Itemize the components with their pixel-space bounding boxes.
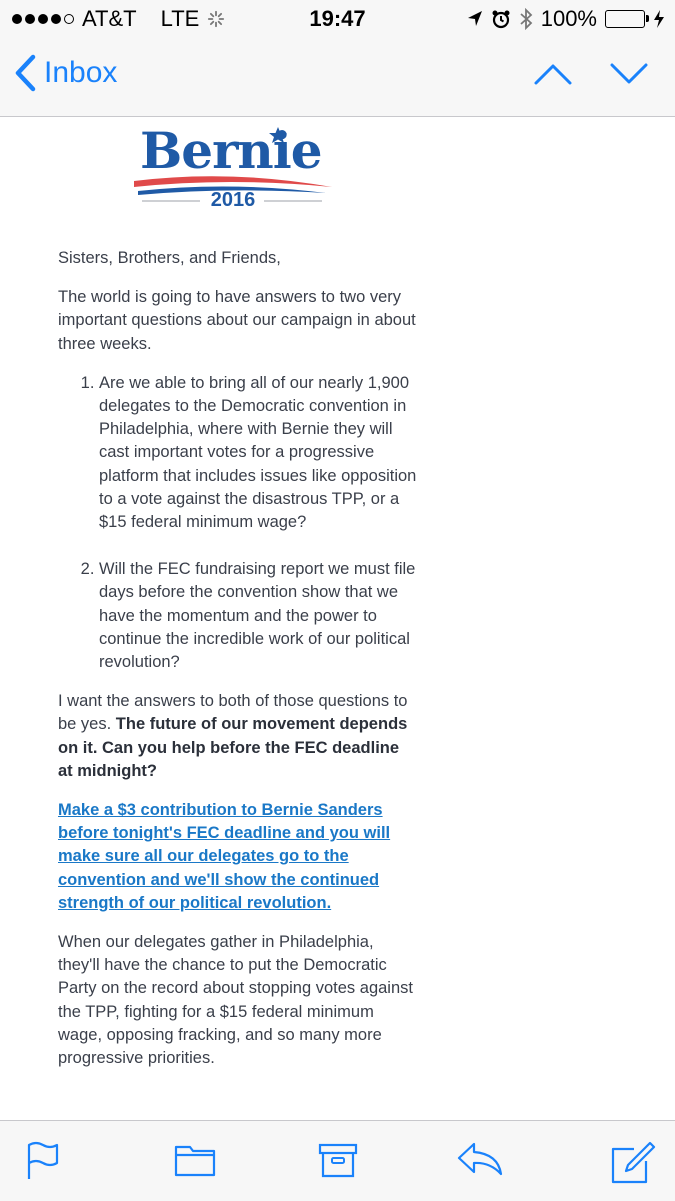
closing-paragraph: When our delegates gather in Philadelphia, they'll have the chance to put the Democratic Party on the record about stopping votes against the TPP, fighting for a $15 federal minimum wage, opposing fracking, and so many more progressive priorities.	[58, 933, 413, 1068]
navigation-bar	[0, 40, 675, 117]
location-arrow-icon	[467, 10, 483, 28]
status-bar	[0, 0, 675, 40]
logo-name: Bernie	[140, 121, 322, 180]
folder-icon	[174, 1141, 216, 1177]
cta-paragraph	[58, 799, 418, 915]
question-item: 1. Are we able to bring all of our nearly 1,900 delegates to the Democratic convention in Philadelphia, where with Bernie they will cast important votes for a progressive platform that includes issues like opposition to a vote against the disastrous TPP, or a $15 federal minimum wage?	[99, 372, 418, 534]
reply-arrow-icon	[456, 1141, 504, 1177]
bernie-2016-logo	[130, 121, 336, 231]
answers-paragraph	[58, 690, 418, 783]
move-to-folder-button[interactable]	[174, 1141, 216, 1182]
logo-year: 2016	[210, 189, 256, 211]
next-message-button[interactable]	[609, 62, 649, 91]
charging-bolt-icon	[653, 9, 665, 29]
compose-button[interactable]	[610, 1141, 656, 1190]
flag-icon	[26, 1141, 60, 1181]
chevron-up-icon	[533, 62, 573, 86]
chevron-left-icon	[14, 54, 36, 92]
message-body[interactable]	[0, 117, 675, 1120]
previous-message-button[interactable]	[533, 62, 573, 91]
answers-plain-text: I want the answers to both of those questions to be yes.	[58, 692, 408, 734]
compose-icon	[610, 1141, 656, 1185]
bottom-toolbar	[0, 1120, 675, 1201]
carrier-label: AT&T	[82, 6, 137, 31]
contribute-link[interactable]: Make a $3 contribution to Bernie Sanders before tonight's FEC deadline and you will make sure all our delegates go to the convention and we'll show the continued strength of our political revolution.	[58, 801, 391, 912]
reply-button[interactable]	[456, 1141, 504, 1182]
question-item: 2. Will the FEC fundraising report we must file days before the convention show that we have the momentum and the power to continue the incredible work of our political revolution?	[99, 558, 418, 674]
battery-percent: 100%	[540, 6, 597, 31]
archive-button[interactable]	[318, 1141, 358, 1184]
answers-bold-text: The future of our movement depends on it. Can you help before the FEC deadline at midnight?	[58, 715, 408, 780]
greeting: Sisters, Brothers, and Friends,	[58, 249, 281, 267]
flag-button[interactable]	[26, 1141, 60, 1186]
email-text	[58, 247, 418, 1086]
questions-list	[58, 372, 418, 674]
back-to-inbox-button[interactable]	[14, 54, 117, 92]
alarm-icon	[491, 9, 511, 29]
intro-paragraph: The world is going to have answers to two very important questions about our campaign in about three weeks.	[58, 288, 416, 353]
clock: 19:47	[309, 6, 366, 31]
network-label: LTE	[160, 6, 200, 31]
archive-box-icon	[318, 1141, 358, 1179]
bluetooth-icon	[519, 8, 533, 30]
chevron-down-icon	[609, 62, 649, 86]
battery-icon	[605, 10, 645, 28]
back-label: Inbox	[44, 56, 118, 89]
